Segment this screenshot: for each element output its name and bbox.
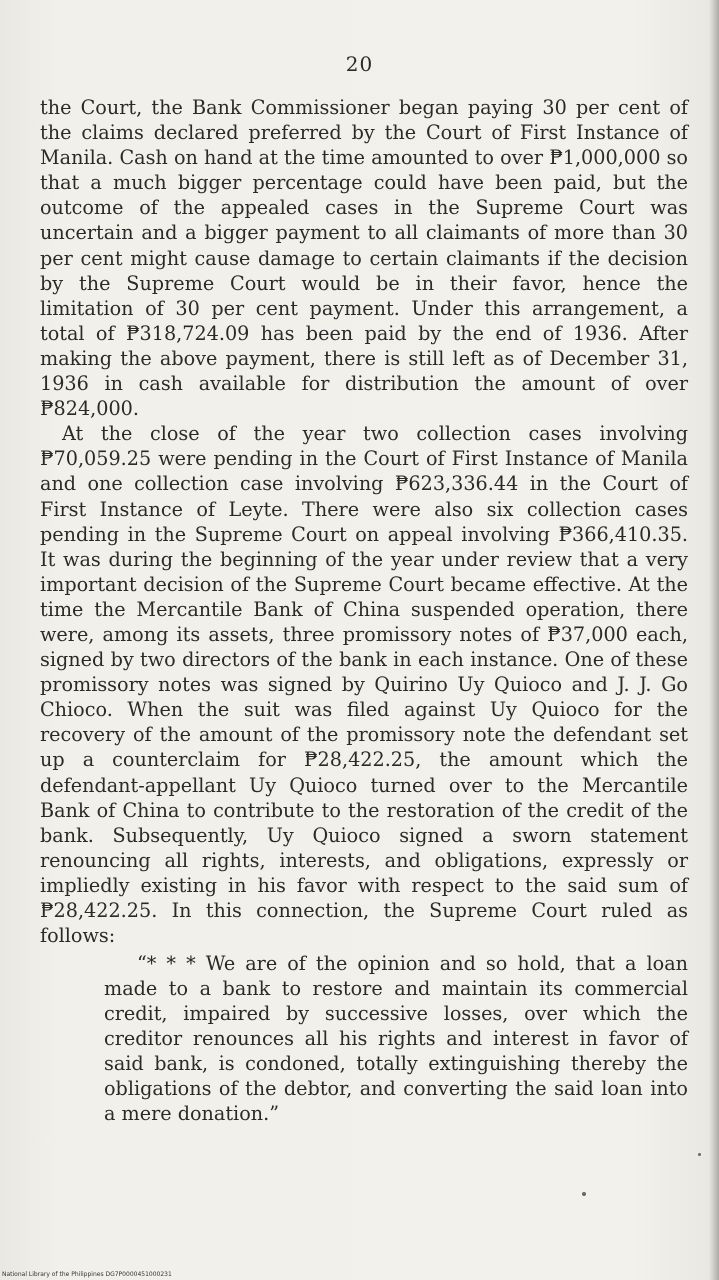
page-number: 20 — [345, 52, 374, 76]
body-text — [40, 95, 688, 948]
paragraph-collection-cases: At the close of the year two collection cases involving ₱70,059.25 were pending in the Court of First Instance of Manila and one collection case involving ₱623,336.44 in the Court of First Instance of Leyte. There were also six collection cases pending in the Supreme Court on appeal involving ₱366,410.35. It was during the beginning of the year under review that a very important decision of the Supreme Court became effective. At the time the Mercantile Bank of China suspended operation, there were, among its assets, three promissory notes of ₱37,000 each, signed by two directors of the bank in each instance. One of these promissory notes was signed by Quirino Uy Quioco and J. J. Go Chioco. When the suit was filed against Uy Quioco for the recovery of the amount of the promissory note the defendant set up a counterclaim for ₱28,422.25, the amount which the defendant-appellant Uy Quioco turned over to the Mercantile Bank of China to contribute to the restoration of the credit of the bank. Subsequently, Uy Quioco signed a sworn statement renouncing all rights, interests, and obligations, expressly or impliedly existing in his favor with respect to the said sum of ₱28,422.25. In this connection, the Supreme Court ruled as follows: — [40, 422, 688, 948]
dust-speck — [582, 1192, 586, 1196]
court-ruling-quote — [104, 951, 688, 1126]
page-edge-shadow — [709, 0, 719, 1280]
scan-credit: National Library of the Philippines DG7P0000451000231 — [2, 1271, 172, 1278]
dust-speck — [698, 1153, 701, 1156]
paragraph-continued: the Court, the Bank Commissioner began paying 30 per cent of the claims declared preferred by the Court of First Instance of Manila. Cash on hand at the time amounted to over ₱1,000,000 so that a much bigger percentage could have been paid, but the outcome of the appealed cases in the Supreme Court was uncertain and a bigger payment to all claimants of more than 30 per cent might cause damage to certain claimants if the decision by the Supreme Court would be in their favor, hence the limitation of 30 per cent payment. Under this arrangement, a total of ₱318,724.09 has been paid by the end of 1936. After making the above payment, there is still left as of December 31, 1936 in cash available for distribution the amount of over ₱824,000. — [40, 96, 688, 421]
quote-text: “* * * We are of the opinion and so hold, that a loan made to a bank to restore and maintain its commercial credit, impaired by successive losses, over which the creditor renounces all his rights and interest in favor of said bank, is condoned, totally extinguishing thereby the obligations of the debtor, and converting the said loan into a mere donation.” — [104, 952, 688, 1125]
